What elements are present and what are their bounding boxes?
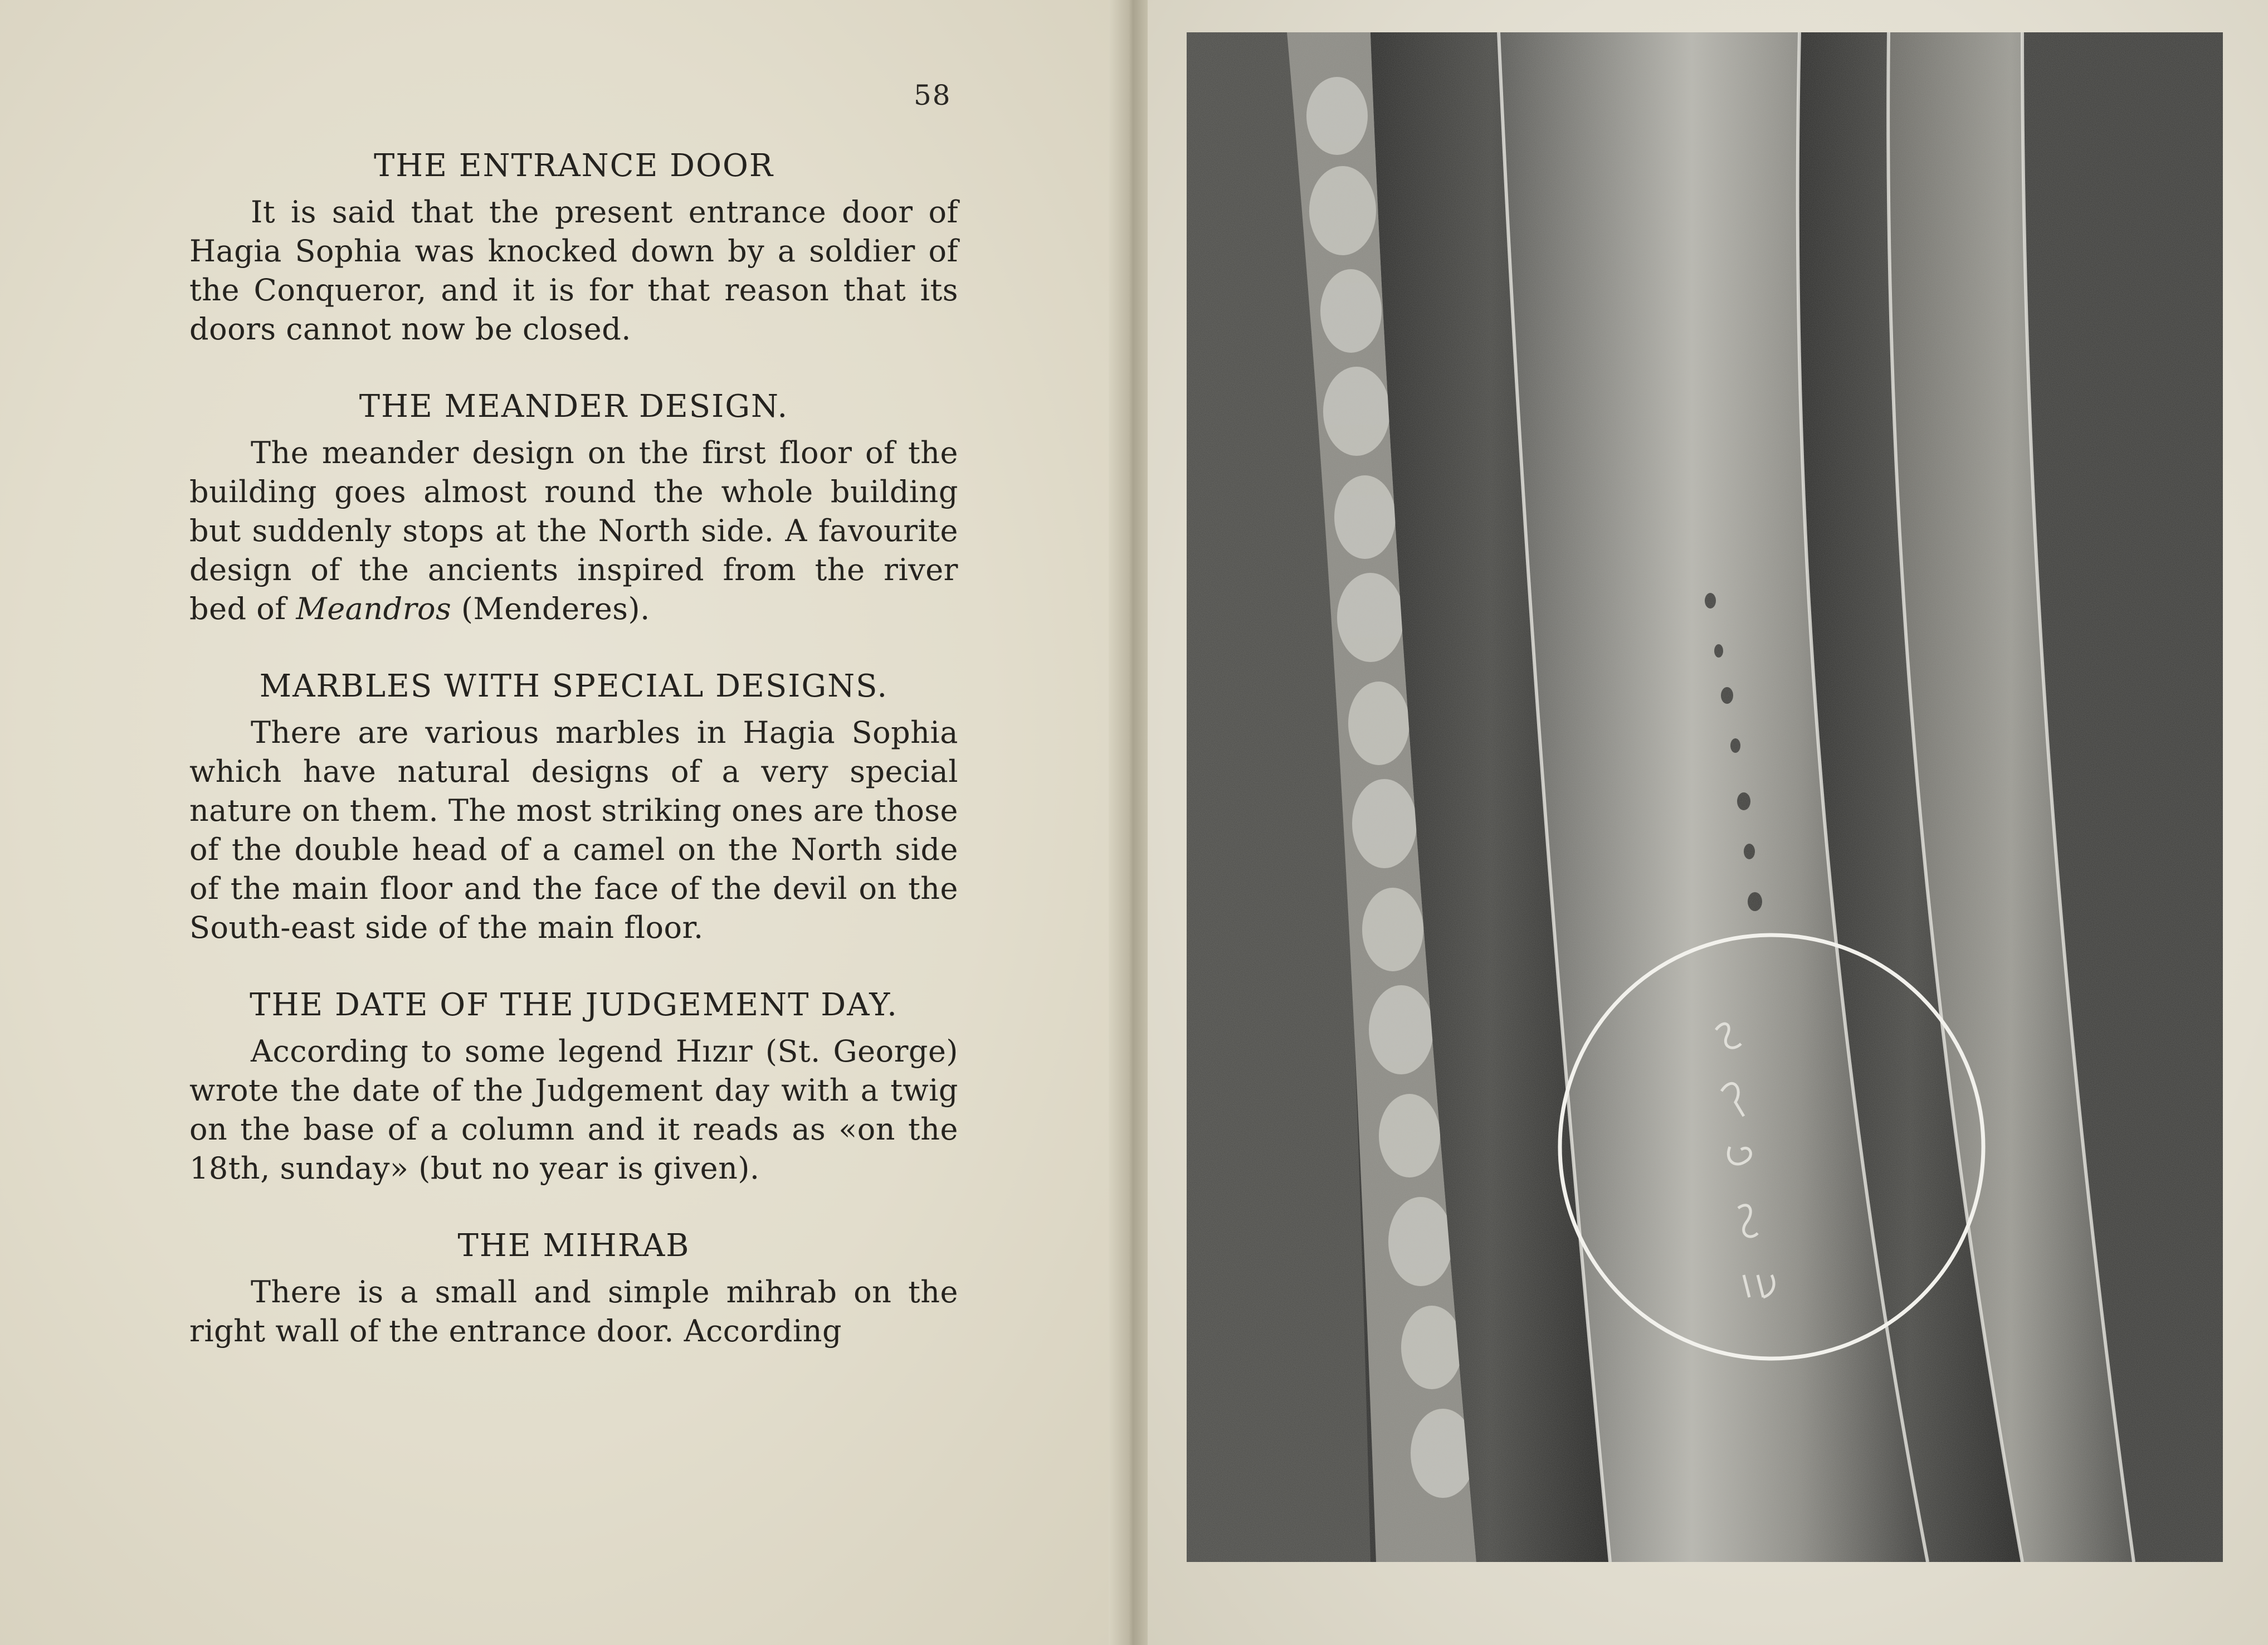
heading-meander-design: THE MEANDER DESIGN. [359,388,789,425]
meander-text-start: The meander design on the first floor of the building goes almost round the whole building but suddenly stops at the North side. A favourite design of the ancients inspired from the river bed of [189,435,958,626]
heading-entrance-door: THE ENTRANCE DOOR [373,148,774,184]
page-number: 58 [914,79,952,111]
heading-marbles-special-designs: MARBLES WITH SPECIAL DESIGNS. [259,668,889,704]
paragraph-entrance-door: It is said that the present entrance door of Hagia Sophia was knocked down by a soldier of the Conqueror, and it is for that reason that its doors cannot now be closed. [189,194,958,347]
column-base-photo [1187,32,2223,1562]
meander-text-end: (Menderes). [451,591,650,626]
paragraph-mihrab: There is a small and simple mihrab on the right wall of the entrance door. According [189,1274,958,1349]
paragraph-meander-design [189,434,958,629]
paragraph-marbles-special-designs: There are various marbles in Hagia Sophia which have natural designs of a very special nature on them. The most striking ones are those of the double head of a camel on the North side of the main floor and the face of the devil on the South-east side of the main floor. [189,715,958,945]
meander-italic-word: Meandros [296,591,452,626]
paragraph-judgement-day: According to some legend Hızır (St. George) wrote the date of the Judgement day with a twig on the base of a column and it reads as «on the 18th, sunday» (but no year is given). [189,1034,958,1186]
heading-judgement-day: THE DATE OF THE JUDGEMENT DAY. [250,987,898,1023]
page-text [189,146,958,1351]
heading-mihrab: THE MIHRAB [457,1228,690,1264]
book-gutter [1109,0,1153,1645]
